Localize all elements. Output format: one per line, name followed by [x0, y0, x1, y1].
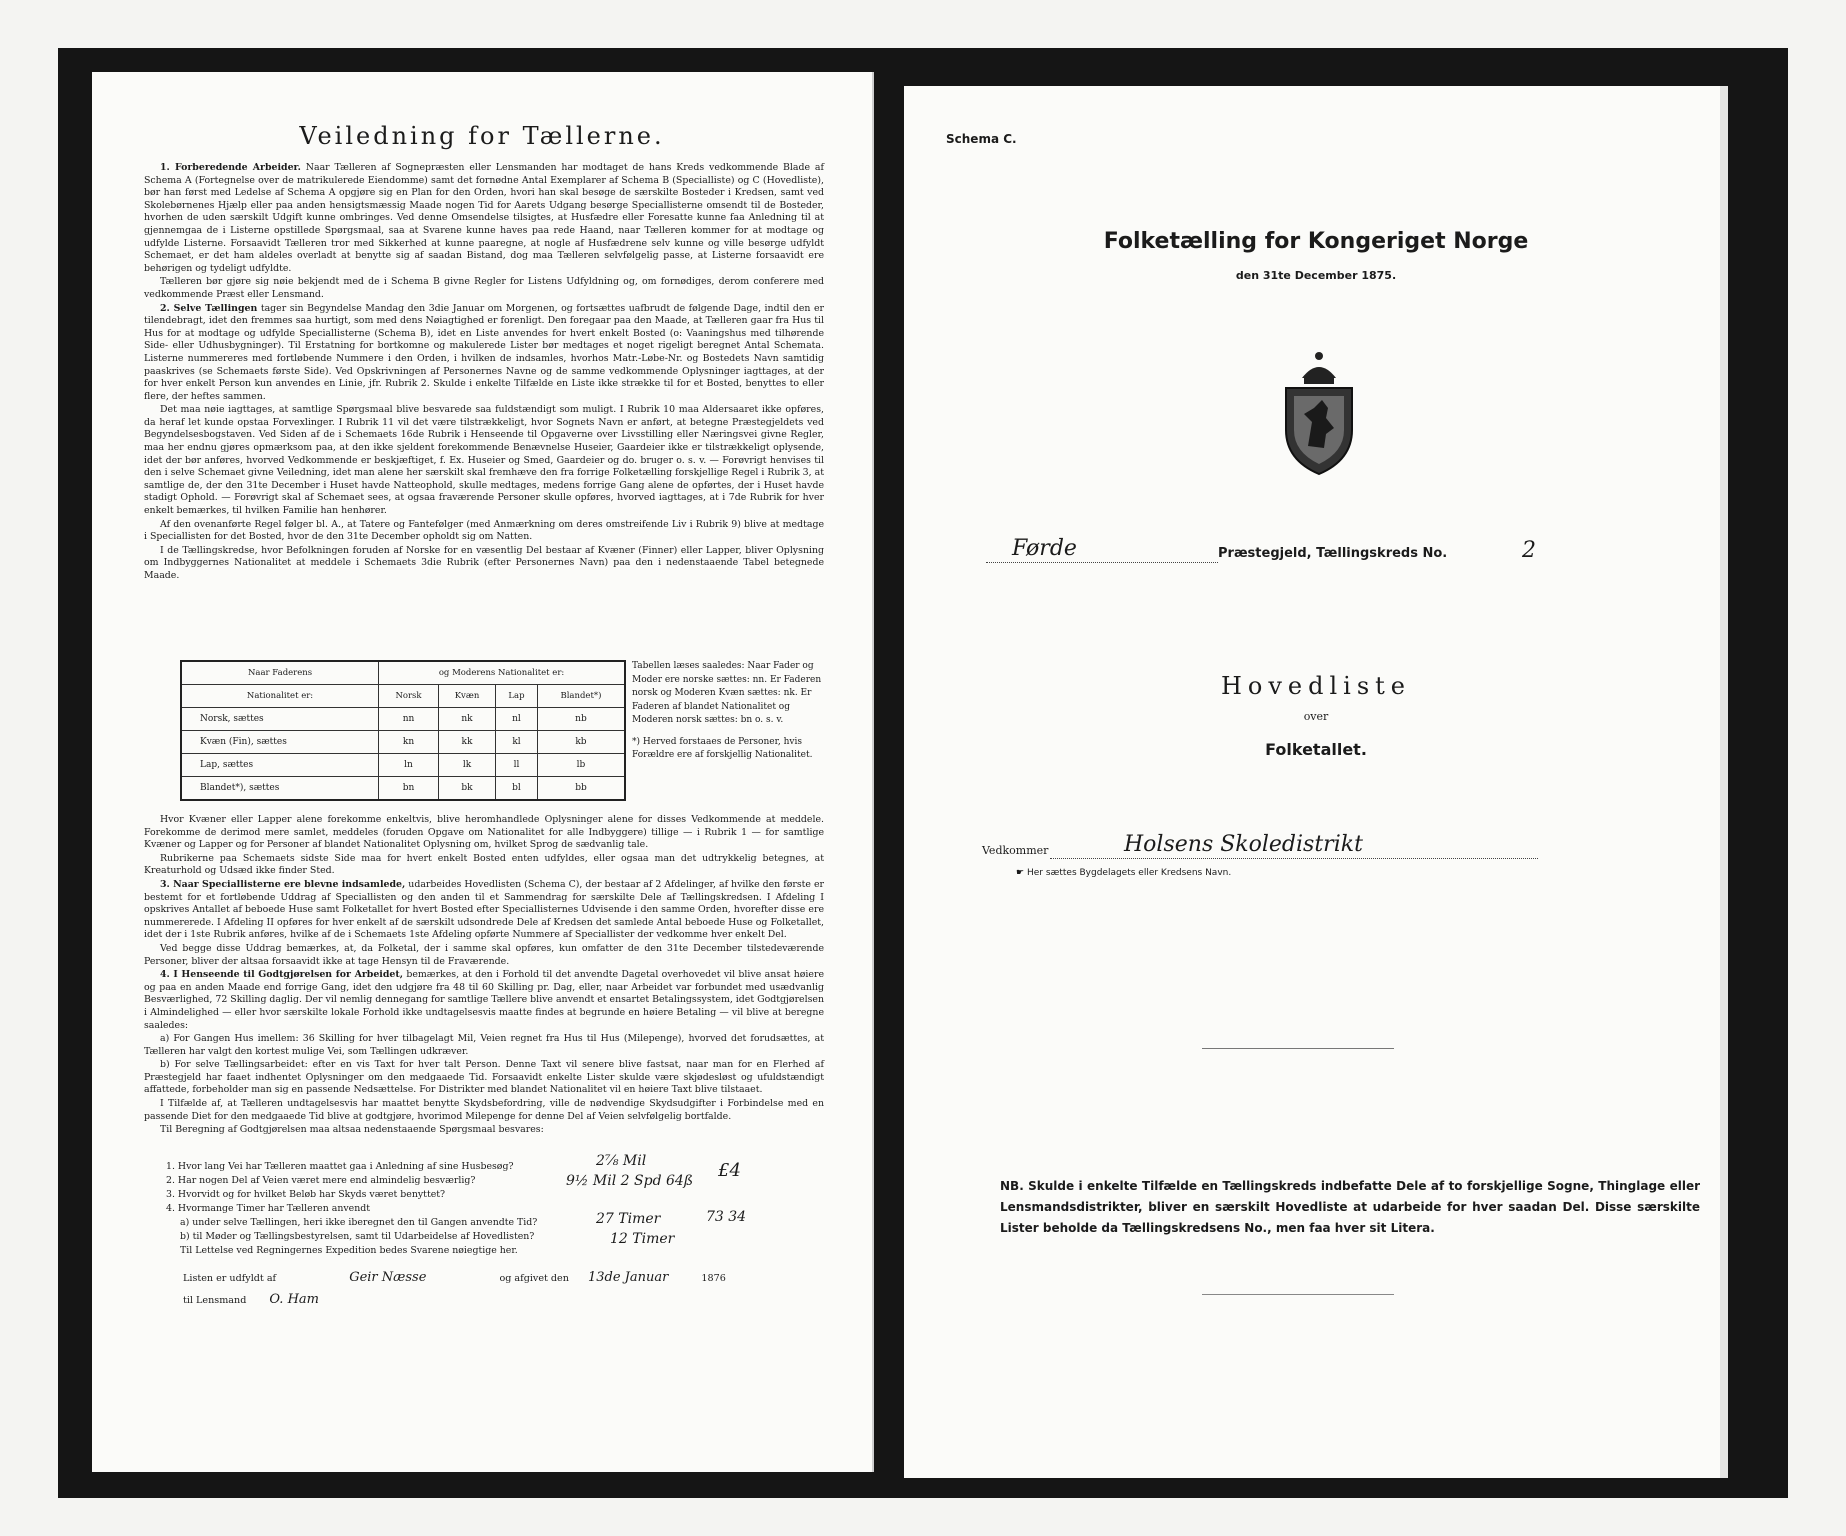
census-date: den 31te December 1875.: [1235, 269, 1397, 282]
coat-of-arms-icon: [1274, 348, 1364, 478]
section-4-text: bemærkes, at den i Forhold til det anvendte Dagetal overhovedet vil blive ansat høiere og paa en anden Maade end forrige Gang, idet den udgjøre fra 48 til 60 Skilling pr. Dag, eller, naar Arbeidet var forbundet med usædvanlig Besværlighed, 72 Skilling daglig. Der vil nemlig dennegang for samtlige Tællere blive anvendt et ensartet Betalingssystem, idet Godtgjørelsen i Almindelighed — eller hvor særskilte lokale Forhold ikke undtagelsesvis maatte findes at begrunde en høiere Betaling — vil blive at beregne saaledes:: [144, 969, 824, 1031]
question-row: [166, 1153, 726, 1174]
question-4a: a) under selve Tællingen, heri ikke iberegnet den til Gangen anvendte Tid?: [180, 1217, 538, 1228]
table-cell: lb: [537, 754, 625, 777]
delivered-year: 1876: [701, 1273, 726, 1284]
table-col-header: Norsk: [379, 685, 439, 708]
lensmand-signature: O. Ham: [269, 1292, 319, 1307]
parish-label: Præstegjeld, Tællingskreds No.: [1218, 546, 1448, 561]
table-header-father: Naar Faderens: [181, 661, 379, 685]
table-cell: ll: [496, 754, 538, 777]
parish-name: Førde: [1012, 536, 1077, 561]
concerns-fill-line: [1050, 858, 1538, 859]
left-page-title: Veiledning for Tællerne.: [299, 122, 665, 150]
section-1: [144, 162, 824, 275]
table-note: [632, 660, 822, 763]
schema-label: Schema C.: [946, 132, 1017, 146]
main-list-title: Hovedliste: [1220, 672, 1412, 700]
table-row-label: Lap, sættes: [181, 754, 379, 777]
section-4c: I Tilfælde af, at Tælleren undtagelsesvis har maattet benytte Skydsbefordring, ville de nødvendige Skydsudgifter i Forbindelse med en passende Diet for den medgaaede Tid blive at godtgjøre, hvorimod Milepenge for denne Del af Veien selvfølgelig bortfalde.: [144, 1098, 824, 1122]
table-row: [181, 731, 625, 754]
delivered-label: og afgivet den: [499, 1273, 569, 1284]
question-4: 4. Hvormange Timer har Tælleren anvendt: [166, 1203, 371, 1214]
table-cell: kn: [379, 731, 439, 754]
instructions-text: [144, 162, 824, 584]
table-cell: kb: [537, 731, 625, 754]
table-header-father-2: Nationalitet er:: [181, 685, 379, 708]
paragraph-after-table: Hvor Kvæner eller Lapper alene forekomme enkeltvis, blive heromhandlede Oplysninger alene for disses Vedkommende at meddele. Forekomme de derimod mere samlet, meddeles (foruden Opgave om Nationalitet for alle Indbyggere) tillige — i Rubrik 1 — for samtlige Kvæner og Lapper og for Personer af blandet Nationalitet Oplysning om, hvilket Sprog de sædvanlig tale.: [144, 814, 824, 851]
filled-by-label: Listen er udfyldt af: [183, 1273, 277, 1284]
nb-note: NB. Skulde i enkelte Tilfælde en Tællingskreds indbefatte Dele af to forskjellige Sogne, Thinglage eller Lensmandsdistrikter, bliver en særskilt Hovedliste at udarbeide for hver saadan Del. Disse særskilte Lister beholde da Tællingskredsens No., men faa hver sit Litera.: [1000, 1179, 1700, 1235]
section-1b: Tælleren bør gjøre sig nøie bekjendt med de i Schema B givne Regler for Listens Udfyldning og, om fornødiges, derom conferere med vedkommende Præst eller Lensmand.: [144, 276, 824, 300]
table-row-label: Norsk, sættes: [181, 708, 379, 731]
table-header-mother: og Moderens Nationalitet er:: [379, 661, 625, 685]
table-cell: nn: [379, 708, 439, 731]
section-2-text: tager sin Begyndelse Mandag den 3die Januar om Morgenen, og fortsættes uafbrudt de følgende Dage, indtil den er tilendebragt, idet den fremmes saa hurtigt, som med dens Nøiagtighed er forenligt. Den foregaar paa den Maade, at Tælleren gaar fra Hus til Hus for at modtage og udfylde Speciallisterne (Schema B), idet en Liste anvendes for hvert enkelt Bosted (o: Vaaningshus med tilhørende Side- eller Udhusbygninger). Til Erstatning for bortkomne og makulerede Lister bør medtages et noget rigeligt beregnet Antal Schemata. Listerne nummereres med fortløbende Nummere i den Orden, i hvilken de indsamles, hvorhos Matr.-Løbe-Nr. og Bostedets Navn samtidig paaskrives (se Schemaets første Side). Ved Opskrivningen af Personernes Navne og de samme vedkommende Oplysninger iagttages, at der for hver enkelt Person kun anvendes en Linie, jfr. Rubrik 2. Skulde i enkelte Tilfælde en Liste ikke strække til for et Bosted, benyttes to eller flere, der heftes sammen.: [144, 302, 824, 402]
table-cell: bl: [496, 777, 538, 801]
delivered-date: 13de Januar: [587, 1270, 669, 1285]
lensmand-line: [183, 1292, 783, 1307]
section-2: [144, 303, 824, 404]
table-col-header: Lap: [496, 685, 538, 708]
section-3: [144, 879, 824, 942]
section-3b: Ved begge disse Uddrag bemærkes, at, da Folketal, der i samme skal opføres, kun omfatter de den 31te December tilstedeværende Personer, bliver der altsaa forsaavidt ikke at tage Hensyn til de Fraværende.: [144, 942, 824, 967]
page-edge: [1720, 86, 1728, 1478]
question-note: Til Lettelse ved Regningernes Expedition bedes Svarene nøiegtige her.: [180, 1245, 518, 1256]
table-cell: bk: [438, 777, 495, 801]
population-label: Folketallet.: [1265, 740, 1367, 759]
section-3-text: udarbeides Hovedlisten (Schema C), der bestaar af 2 Afdelinger, af hvilke den første er bestemt for et fortløbende Uddrag af Speciallisten og den anden til et Sammendrag for særskilte Dele af Tællingskredsen. I Afdeling I opskrives Antallet af beboede Huse samt Folketallet for hvert Bosted efter Speciallisternes Udvisende i den samme Orden, hvorefter disse ere nummererede. I Afdeling II opføres for hver enkelt af de særskilt udsondrede Dele af Kredsen det samlede Antal beboede Huse og Folketallet, idet der i 1ste Rubrik anføres, hvilke af de i Schemaets 1ste Afdeling opførte Nummere af Speciallister der vedkomme hver enkelt Del.: [144, 878, 825, 941]
census-title: Folketælling for Kongeriget Norge: [1103, 229, 1529, 254]
answer-3: 27 Timer: [596, 1211, 661, 1227]
answer-2: 9½ Mil 2 Spd 64ß: [566, 1173, 694, 1189]
table-cell: ln: [379, 754, 439, 777]
concerns-value: Holsens Skoledistrikt: [1124, 832, 1363, 857]
table-cell: bn: [379, 777, 439, 801]
question-row: [166, 1230, 726, 1247]
section-1-heading: 1. Forberedende Arbeider.: [160, 162, 301, 173]
lensmand-label: til Lensmand: [183, 1295, 247, 1306]
divider: [1202, 1048, 1394, 1049]
filled-by-line: [183, 1270, 783, 1285]
table-cell: nl: [496, 708, 538, 731]
section-2b: Det maa nøie iagttages, at samtlige Spørgsmaal blive besvarede saa fuldstændigt som muligt. I Rubrik 10 maa Aldersaaret ikke opføres, da heraf let kunde opstaa Forvexlinger. I Rubrik 11 vil det være tilstrækkeligt, hvor Sognets Navn er anført, at betegne Præstegjeldets ved Begyndelsesbogstaven. Ved Siden af de i Schemaets 16de Rubrik i Henseende til Opgaverne over Livsstilling eller Næringsvei givne Regler, maa her endnu gjøres opmærksom paa, at den ikke sjeldent forekommende Benævnelse Huseier, Gaardeier ikke er tilstrækkeligt oplysende, idet der bør anføres, hvorved Vedkommende er beskjæftiget, f. Ex. Huseier og Smed, Gaardeier og do. bruger o. s. v. — Forøvrigt henvises til den i selve Schemaet givne Veiledning, idet man alene her særskilt skal fremhæve den fra forrige Folketælling forskjellige Regel i Rubrik 3, at samtlige de, der den 31te December i Huset havde Natteophold, skulle medtages, medens forrige Gang alene de opførtes, der i Huset havde stadigt Ophold. — Forøvrigt skal af Schemaet sees, at ogsaa fraværende Personer skulle opføres, hvorved iagttages, at i 7de Rubrik for hver enkelt bemærkes, til hvilken Familie han henhører.: [144, 404, 824, 517]
concerns-line: [982, 832, 1682, 884]
paragraph-rubrik: Rubrikerne paa Schemaets sidste Side maa for hvert enkelt Bosted enten udfyldes, eller ogsaa man det udtrykkelig betegnes, at Kreaturhold og Udsæd ikke finder Sted.: [144, 852, 824, 877]
nationality-table-area: [180, 660, 870, 810]
section-4d: Til Beregning af Godtgjørelsen maa altsaa nedenstaaende Spørgsmaal besvares:: [160, 1124, 544, 1136]
question-3: 3. Hvorvidt og for hvilket Beløb har Skyds været benyttet?: [166, 1189, 446, 1200]
filled-by-signature: Geir Næsse: [349, 1270, 427, 1285]
table-cell: nb: [537, 708, 625, 731]
nationality-table: [180, 660, 626, 801]
section-4a: a) For Gangen Hus imellem: 36 Skilling for hver tilbagelagt Mil, Veien regnet fra Hus til Hus (Milepenge), hvorved det forudsættes, at Tælleren har valgt den kortest mulige Vei, som Tællingen udkræver.: [144, 1033, 824, 1057]
table-cell: bb: [537, 777, 625, 801]
left-page: [92, 72, 874, 1472]
section-3-heading: 3. Naar Speciallisterne ere blevne indsamlede,: [160, 878, 406, 890]
parish-line: [986, 536, 1646, 570]
over-label: over: [1303, 710, 1329, 723]
table-row: [181, 754, 625, 777]
question-row: [166, 1209, 747, 1230]
section-4-heading: 4. I Henseende til Godtgjørelsen for Arbeidet,: [160, 969, 403, 981]
questions-block: [166, 1153, 747, 1258]
table-reading-note: Tabellen læses saaledes: Naar Fader og Moder ere norske sættes: nn. Er Faderen norsk og Moderen Kvæn sættes: nk. Er Faderen af blandet Nationalitet og Moderen norsk sættes: bn o. s. v.: [632, 661, 822, 725]
district-number: 2: [1522, 538, 1536, 563]
right-page: [904, 86, 1728, 1478]
table-footnote: *) Herved forstaaes de Personer, hvis Forældre ere af forskjellig Nationalitet.: [632, 736, 813, 760]
section-2-heading: 2. Selve Tællingen: [160, 302, 258, 314]
pointing-hand-icon: ☛: [1016, 868, 1025, 878]
instructions-text-continued: [144, 814, 824, 1138]
answer-1: 2⅞ Mil: [596, 1153, 647, 1169]
concerns-note: [1016, 868, 1231, 878]
table-cell: lk: [438, 754, 495, 777]
section-2c: Af den ovenanførte Regel følger bl. A., at Tatere og Fantefølger (med Anmærkning om deres omstreifende Liv i Rubrik 9) blive at medtage i Speciallisten for det Bosted, hvor de den 31te December opholdt sig om Natten.: [144, 518, 824, 543]
table-cell: kl: [496, 731, 538, 754]
table-row-label: Kvæn (Fin), sættes: [181, 731, 379, 754]
question-2: 2. Har nogen Del af Veien været mere end almindelig besværlig?: [166, 1175, 476, 1186]
table-row: [181, 777, 625, 801]
table-row: [181, 708, 625, 731]
margin-mark-2: 73 34: [706, 1209, 747, 1225]
concerns-note-text: Her sættes Bygdelagets eller Kredsens Navn.: [1026, 868, 1232, 878]
question-row: [166, 1244, 726, 1258]
table-cell: kk: [438, 731, 495, 754]
table-col-header: Kvæn: [438, 685, 495, 708]
parish-fill-line: [986, 562, 1218, 563]
divider: [1202, 1294, 1394, 1295]
answer-4: 12 Timer: [610, 1231, 675, 1247]
question-1: 1. Hvor lang Vei har Tælleren maattet gaa i Anledning af sine Husbesøg?: [166, 1161, 514, 1172]
table-row-label: Blandet*), sættes: [181, 777, 379, 801]
question-4b: b) til Møder og Tællingsbestyrelsen, samt til Udarbeidelse af Hovedlisten?: [180, 1231, 535, 1242]
section-1-text: Naar Tælleren af Sognepræsten eller Lensmanden har modtaget de hans Kreds vedkommende Blade af Schema A (Fortegnelse over de matrikulerede Eiendomme) samt det fornødne Antal Exemplarer af Schema B (Specialliste) og C (Hovedliste), bør han først med Ledelse af Schema A opgjøre sig en Plan for den Orden, hvori han skal besøge de særskilte Bosteder i Kredsen, samt ved Skolebørnenes Hjælp eller paa anden hensigtsmæssig Maade nogen Tid for Aarets Udgang besørge Speciallisterne omsendt til de Bosteder, hvorhen de uden særskilt Udgift kunne ombringes. Ved denne Omsendelse tilsigtes, at Husfædre eller Foresatte kunne faa Anledning til at gjennemgaa de i Listerne opstillede Spørgsmaal, saa at Svarene kunne haves paa rede Haand, naar Tælleren kommer for at modtage og udfylde Listerne. Forsaavidt Tælleren tror med Sikkerhed at kunne paaregne, at nogle af Husfædrene selv kunne og ville besørge udfyldt Schemaet, er det ham aldeles overladt at benytte sig af saadan Bistand, dog maa Tælleren selvfølgelig passe, at Listerne forsaavidt ere behørigen og tydeligt udfyldte.: [144, 162, 824, 274]
concerns-label: Vedkommer: [982, 844, 1049, 857]
section-2d: I de Tællingskredse, hvor Befolkningen foruden af Norske for en væsentlig Del bestaar af Kvæner (Finner) eller Lapper, bliver Oplysning om Indbyggernes Nationalitet at meddele i Schemaets 3die Rubrik (efter Personernes Navn) paa den i nedenstaaende Tabel betegnede Maade.: [144, 544, 824, 581]
table-cell: nk: [438, 708, 495, 731]
table-col-header: Blandet*): [537, 685, 625, 708]
margin-mark: £4: [718, 1160, 741, 1181]
section-4b: b) For selve Tællingsarbeidet: efter en vis Taxt for hver talt Person. Denne Taxt vil senere blive fastsat, naar man for en Flerhed af Præstegjeld har faaet indhentet Oplysninger om den medgaaede Tid. Forsaavidt enkelte Lister skulde være skjødesløst og ufuldstændigt affattede, forbeholder man sig en passende Nedsættelse. For Distrikter med blandet Nationalitet vil en høiere Taxt blive tilstaaet.: [144, 1059, 824, 1096]
section-4: [144, 969, 824, 1032]
